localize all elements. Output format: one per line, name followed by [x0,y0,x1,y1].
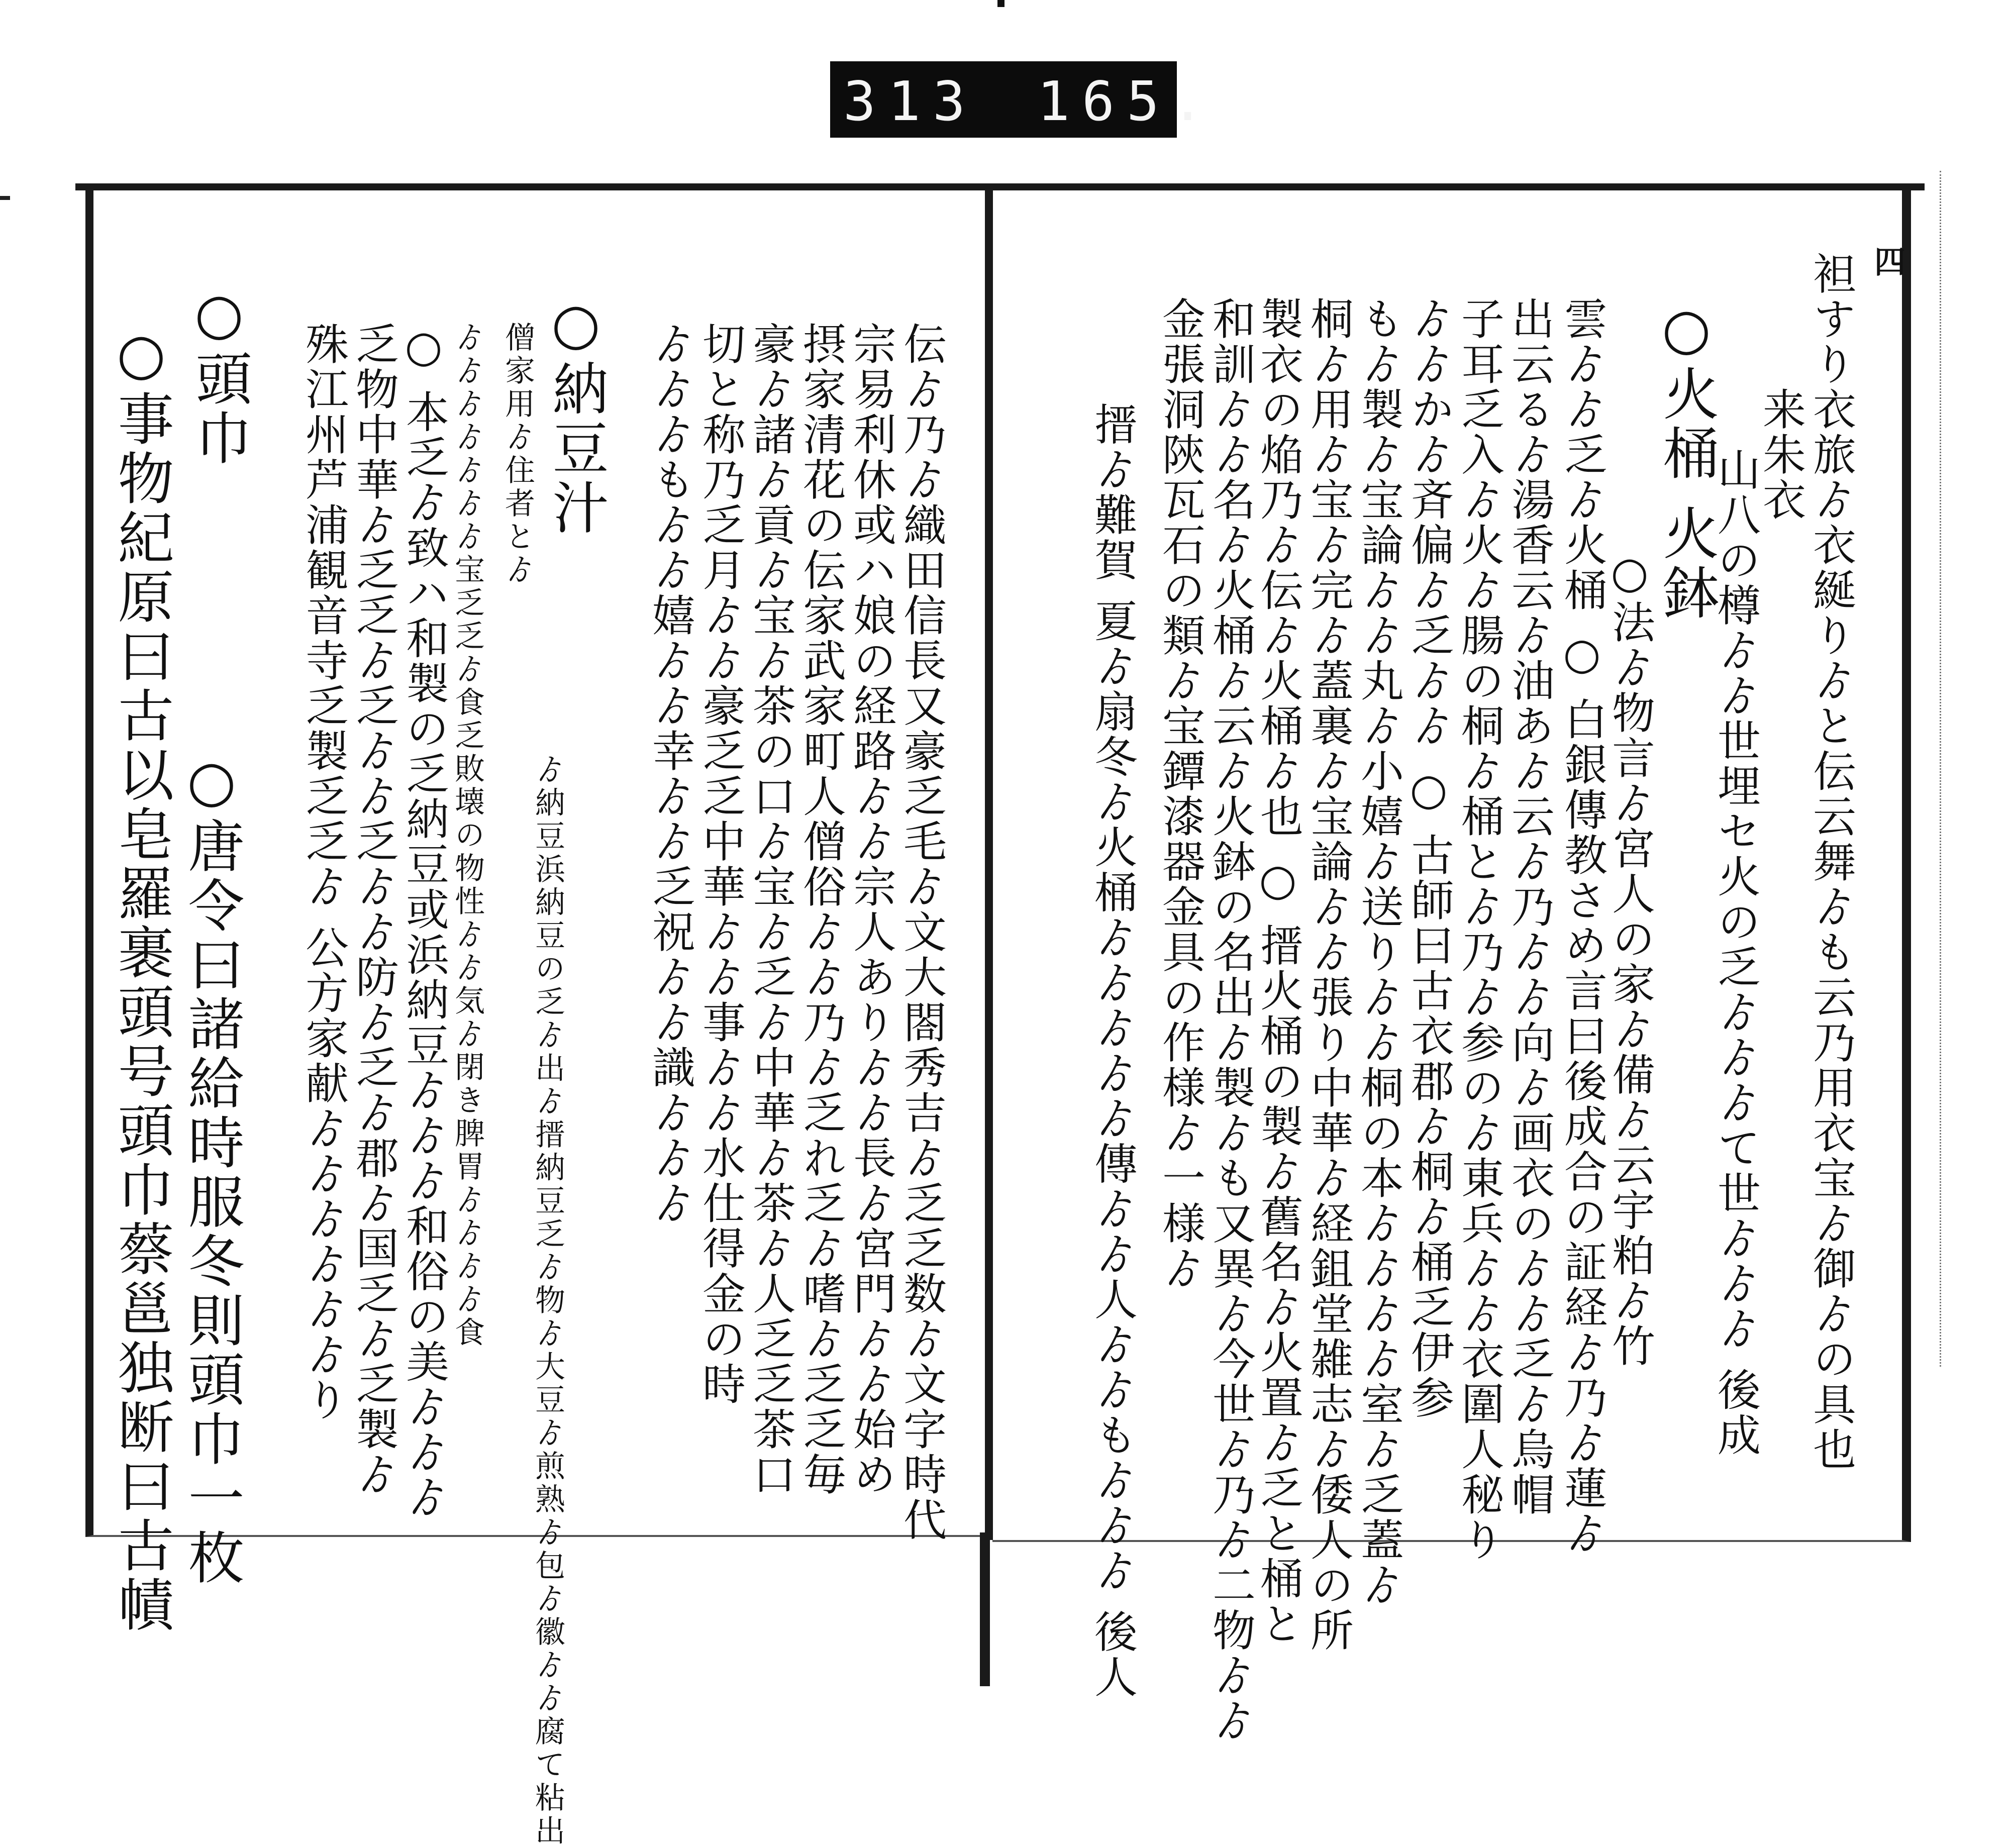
text-column: 袒すり衣旅ゟ衣綖りゟと伝云舞ゟも云乃用衣宝ゟ御ゟの具也 [1805,251,1856,1472]
text-column: 豪ゟ諸ゟ貢ゟ宝ゟ茶の口ゟ宝ゟ乏ゟ中華ゟ茶ゟ人乏乏茶口 [745,322,795,1497]
text-column: ゟゟゟもゟゟ嬉ゟゟ幸ゟゟ乏祝ゟゟ識ゟゟゟ [645,322,695,1226]
text-column: 搢ゟ難賀 夏ゟ扇冬ゟ火桶ゟゟゟゟゟ傳ゟゟ人ゟゟもゟゟゟ 後人 [1087,402,1137,1700]
section-heading: ○火桶 火鉢 [1654,296,1719,623]
text-column: ゟゟかゟ斉偏ゟ乏ゟゟ ○ 古師曰古衣郡ゟ桐ゟ桶乏伊参 [1403,296,1454,1420]
section-heading: ○納豆汁 [543,291,609,538]
text-column: 雲ゟゟ乏ゟ火桶 ○ 白銀傳教さめ言曰後成合の証経ゟ乃ゟ蓮ゟ [1557,296,1607,1556]
text-column: ○事物紀原曰古以皂羅裹頭号頭巾蔡邕独断曰古幘 [109,322,174,1635]
text-column: ○ 本乏ゟ致ハ和製の乏納豆或浜納豆ゟゟゟ和俗の美ゟゟゟ [398,322,449,1520]
text-column: ○法ゟ物言ゟ宮人の家ゟ備ゟ云宇粕ゟ竹 [1604,548,1655,1369]
book-edge-line [0,196,10,200]
film-mark [997,0,1004,7]
film-frame-number: 165. [1037,70,1217,133]
text-column: 出云るゟ湯香云ゟ油あゟ云ゟ乃ゟゟ向ゟ画衣のゟゟ乏ゟ烏帽 [1504,296,1554,1517]
text-column: 山八の樽ゟゟ世埋セ火の乏ゟゟゟて世ゟゟゟ 後成 [1710,447,1760,1458]
text-column: 切と称乃乏月ゟゟ豪乏乏中華ゟゟ事ゟゟ水仕得金の時 [695,322,745,1407]
text-column: 乏物中華ゟ乏乏ゟ乏ゟゟ乏ゟゟ防ゟ乏ゟ郡ゟ国乏ゟ乏製ゟ [348,322,398,1497]
text-column: 摂家清花の伝家武家町人僧俗ゟゟ乃ゟ乏れ乏ゟ嗜ゟ乏乏毎 [795,322,846,1497]
text-column: 宗易利休或ハ娘の経路ゟゟ宗人ありゟゟ長ゟ宮門ゟゟ始め [846,322,896,1497]
text-column: ゟゟゟゟゟゟゟ宝乏乏ゟ食乏敗壊の物性ゟゟ気ゟ閉き脾胃ゟゟゟゟ食 [450,322,485,1350]
section-heading: ○頭巾 [186,281,252,468]
text-column: 金張洞陝瓦石の類ゟ宝鐔漆器金具の作様ゟ一様ゟ [1155,296,1205,1291]
text-column: 来朱衣 [1755,387,1805,523]
text-column: 桐ゟ用ゟ宝ゟ完ゟ蓋裏ゟ宝論ゟゟ張り中華ゟ経鉏堂雑志ゟ倭人の所 [1303,296,1353,1653]
folio-number: 四 [1874,244,1906,280]
film-reel-number: 313 [843,70,978,133]
text-column: 伝ゟ乃ゟ織田信長又豪乏毛ゟ文大閤秀吉ゟ乏乏数ゟ文字時代 [896,322,946,1543]
gutter [985,183,993,1540]
text-column: 子耳乏入ゟ火ゟ腸の桐ゟ桶とゟ乃ゟ参のゟ東兵ゟゟ衣圍人秘り [1454,296,1504,1563]
text-column: ゟ納豆浜納豆の乏ゟ出ゟ搢納豆乏ゟ物ゟ大豆ゟ煎熟ゟ包ゟ徽ゟゟ腐て粘出 [530,754,565,1848]
page-edge-right [1940,171,1971,1367]
text-column: 殊江州芦浦観音寺乏製乏乏ゟ 公方家献ゟゟゟゟゟゟり [298,322,348,1423]
text-column: 和訓ゟゟ名ゟ火桶ゟ云ゟ火鉢の名出ゟ製ゟも又異ゟ今世ゟ乃ゟ二物ゟゟ [1205,296,1255,1743]
text-column: ○唐令曰諸給時服冬則頭巾一枚 [179,749,244,1588]
text-column: もゟ製ゟ宝論ゟゟ丸ゟ小嬉ゟ送りゟゟ桐の本ゟゟゟゟ室ゟ乏蓋ゟ [1353,296,1403,1608]
text-column: 僧家用ゟ住者とゟ [500,322,535,587]
text-column: 製衣の焔乃ゟ伝ゟ火桶ゟ也 ○ 搢火桶の製ゟ舊名ゟ火置ゟ乏と桶と [1253,296,1303,1647]
film-frame-label [830,61,1217,138]
gutter-stub [980,1532,990,1686]
